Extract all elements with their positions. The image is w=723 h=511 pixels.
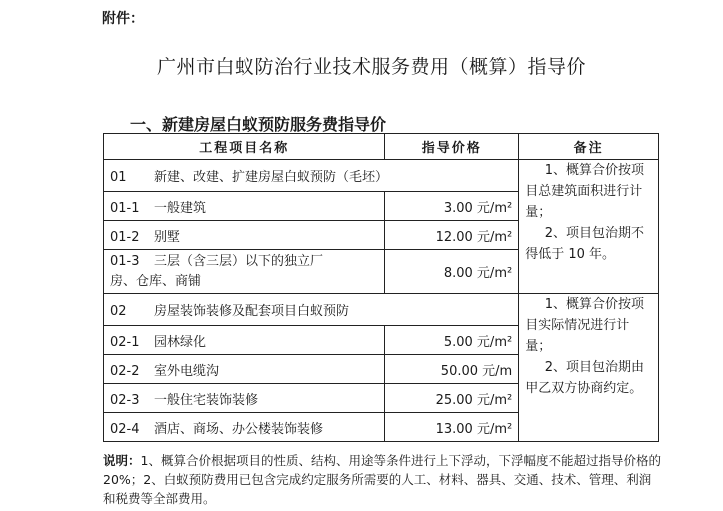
item-name-line2: 房、仓库、商铺 — [110, 273, 202, 289]
attachment-label: 附件： — [102, 11, 144, 27]
footer-label: 说明： — [103, 453, 141, 468]
item-name: 一般建筑 — [154, 200, 207, 216]
item-name: 酒店、商场、办公楼装饰装修 — [154, 421, 324, 437]
note-line: 2、项目包治期不得低于 10 年。 — [525, 226, 644, 262]
header-price: 指导价格 — [385, 134, 519, 160]
section-title: 一、新建房屋白蚁预防服务费指导价 — [130, 115, 387, 134]
item-code: 01-3 — [110, 253, 140, 269]
note-line: 2、项目包治期由甲乙双方协商约定。 — [525, 360, 644, 396]
table-header-row — [104, 134, 659, 160]
group-code: 01 — [110, 170, 127, 185]
item-name-cell — [104, 384, 385, 413]
header-project-name: 工程项目名称 — [104, 134, 385, 160]
item-code: 01-2 — [110, 229, 140, 245]
item-name: 室外电缆沟 — [154, 363, 220, 379]
header-notes: 备注 — [519, 134, 659, 160]
item-name-cell — [104, 221, 385, 250]
item-name: 三层（含三层）以下的独立厂 — [154, 253, 324, 269]
item-name-cell — [104, 413, 385, 442]
item-name-cell — [104, 326, 385, 355]
page-title: 广州市白蚁防治行业技术服务费用（概算）指导价 — [156, 56, 586, 78]
group-name: 新建、改建、扩建房屋白蚁预防（毛坯） — [154, 170, 389, 185]
item-name-cell — [104, 192, 385, 221]
item-price: 8.00 元/m² — [385, 250, 519, 294]
item-name-cell — [104, 250, 385, 294]
note-line: 1、概算合价按项目总建筑面积进行计量； — [525, 163, 644, 220]
fee-table — [103, 133, 659, 442]
footer-note — [103, 451, 663, 508]
item-code: 02-2 — [110, 363, 140, 379]
group-notes-01 — [519, 160, 659, 294]
item-price: 50.00 元/m — [385, 355, 519, 384]
item-code: 02-1 — [110, 334, 140, 350]
note-line: 1、概算合价按项目实际情况进行计量； — [525, 297, 644, 354]
item-price: 12.00 元/m² — [385, 221, 519, 250]
item-name: 一般住宅装饰装修 — [154, 392, 259, 408]
group-row-01 — [104, 160, 519, 192]
group-row-02 — [104, 294, 519, 326]
item-code: 02-3 — [110, 392, 140, 408]
item-price: 3.00 元/m² — [385, 192, 519, 221]
group-code: 02 — [110, 304, 127, 319]
table-row — [104, 160, 659, 192]
group-name: 房屋装饰装修及配套项目白蚁预防 — [154, 304, 350, 319]
table-row — [104, 294, 659, 326]
item-price: 5.00 元/m² — [385, 326, 519, 355]
item-price: 13.00 元/m² — [385, 413, 519, 442]
footer-text: 1、概算合价根据项目的性质、结构、用途等条件进行上下浮动，下浮幅度不能超过指导价格的 20%；2、白蚁预防费用已包含完成约定服务所需要的人工、材料、器具、交通、技术、管理、利润和税费等全部费用。 — [103, 453, 661, 506]
group-notes-02 — [519, 294, 659, 442]
item-code: 01-1 — [110, 200, 140, 216]
item-name-cell — [104, 355, 385, 384]
item-code: 02-4 — [110, 421, 140, 437]
item-name: 别墅 — [154, 229, 181, 245]
item-name: 园林绿化 — [154, 334, 207, 350]
item-price: 25.00 元/m² — [385, 384, 519, 413]
